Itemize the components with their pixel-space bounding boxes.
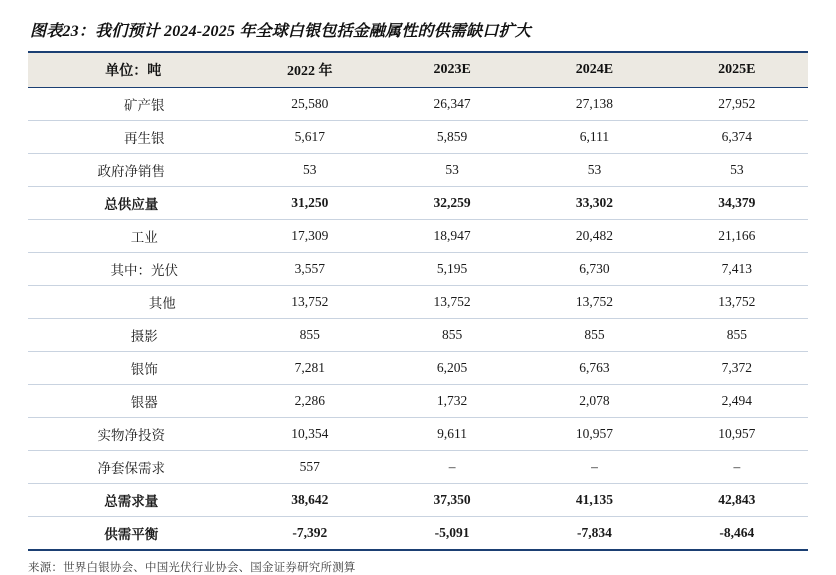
row-label: 其中：光伏 bbox=[28, 253, 239, 286]
table-cell: 53 bbox=[666, 154, 808, 187]
table-cell: -7,834 bbox=[523, 517, 665, 551]
table-header bbox=[28, 52, 808, 88]
row-label: 摄影 bbox=[28, 319, 239, 352]
table-cell: 10,957 bbox=[666, 418, 808, 451]
table-row bbox=[28, 352, 808, 385]
table-cell: 2,494 bbox=[666, 385, 808, 418]
table-cell: 42,843 bbox=[666, 484, 808, 517]
table-row bbox=[28, 220, 808, 253]
table-cell: 34,379 bbox=[666, 187, 808, 220]
table-cell: 13,752 bbox=[239, 286, 381, 319]
table-row bbox=[28, 319, 808, 352]
table-cell: 6,730 bbox=[523, 253, 665, 286]
table-cell: 6,374 bbox=[666, 121, 808, 154]
table-cell: 10,354 bbox=[239, 418, 381, 451]
table-cell: 31,250 bbox=[239, 187, 381, 220]
source-note: 来源：世界白银协会、中国光伏行业协会、国金证券研究所测算 bbox=[28, 562, 356, 574]
table-row bbox=[28, 187, 808, 220]
table-cell: 7,413 bbox=[666, 253, 808, 286]
column-header-unit: 单位：吨 bbox=[28, 52, 239, 88]
table-cell: 41,135 bbox=[523, 484, 665, 517]
row-label: 供需平衡 bbox=[28, 517, 239, 551]
table-cell: 17,309 bbox=[239, 220, 381, 253]
supply-demand-table bbox=[28, 51, 808, 551]
table-cell: 855 bbox=[239, 319, 381, 352]
table-cell: 7,372 bbox=[666, 352, 808, 385]
table-cell: 25,580 bbox=[239, 88, 381, 121]
table-cell: 2,078 bbox=[523, 385, 665, 418]
column-header-2022: 2022 年 bbox=[239, 52, 381, 88]
table-cell: 3,557 bbox=[239, 253, 381, 286]
row-label: 总供应量 bbox=[28, 187, 239, 220]
row-label: 工业 bbox=[28, 220, 239, 253]
table-cell: 18,947 bbox=[381, 220, 523, 253]
row-label: 矿产银 bbox=[28, 88, 239, 121]
table-row bbox=[28, 253, 808, 286]
table-cell: – bbox=[666, 451, 808, 484]
table-cell: 37,350 bbox=[381, 484, 523, 517]
table-cell: 2,286 bbox=[239, 385, 381, 418]
column-header-2024e: 2024E bbox=[523, 52, 665, 88]
table-cell: 855 bbox=[381, 319, 523, 352]
table-cell: 5,617 bbox=[239, 121, 381, 154]
table-row bbox=[28, 418, 808, 451]
row-label: 其他 bbox=[28, 286, 239, 319]
column-header-2023e: 2023E bbox=[381, 52, 523, 88]
table-row bbox=[28, 451, 808, 484]
table-cell: 53 bbox=[523, 154, 665, 187]
table-cell: 32,259 bbox=[381, 187, 523, 220]
row-label: 净套保需求 bbox=[28, 451, 239, 484]
table-cell: – bbox=[381, 451, 523, 484]
table-cell: 20,482 bbox=[523, 220, 665, 253]
table-row bbox=[28, 121, 808, 154]
table-row bbox=[28, 88, 808, 121]
table-cell: 855 bbox=[666, 319, 808, 352]
row-label: 银饰 bbox=[28, 352, 239, 385]
table-cell: – bbox=[523, 451, 665, 484]
table-row bbox=[28, 154, 808, 187]
table-header-row bbox=[28, 52, 808, 88]
table-cell: 21,166 bbox=[666, 220, 808, 253]
row-label: 总需求量 bbox=[28, 484, 239, 517]
table-row bbox=[28, 286, 808, 319]
column-header-2025e: 2025E bbox=[666, 52, 808, 88]
table-cell: -8,464 bbox=[666, 517, 808, 551]
table-cell: 38,642 bbox=[239, 484, 381, 517]
table-cell: 6,205 bbox=[381, 352, 523, 385]
table-cell: 6,111 bbox=[523, 121, 665, 154]
table-cell: 13,752 bbox=[666, 286, 808, 319]
table-cell: 13,752 bbox=[523, 286, 665, 319]
table-cell: 33,302 bbox=[523, 187, 665, 220]
table-cell: 7,281 bbox=[239, 352, 381, 385]
figure-title: 图表23：我们预计 2024-2025 年全球白银包括金融属性的供需缺口扩大 bbox=[30, 23, 531, 40]
table-cell: 5,859 bbox=[381, 121, 523, 154]
table-cell: 53 bbox=[381, 154, 523, 187]
table-cell: 53 bbox=[239, 154, 381, 187]
table-row bbox=[28, 385, 808, 418]
table-body bbox=[28, 88, 808, 551]
table-row bbox=[28, 517, 808, 551]
table-row bbox=[28, 484, 808, 517]
row-label: 银器 bbox=[28, 385, 239, 418]
row-label: 再生银 bbox=[28, 121, 239, 154]
table-cell: 1,732 bbox=[381, 385, 523, 418]
table-cell: 557 bbox=[239, 451, 381, 484]
table-cell: 9,611 bbox=[381, 418, 523, 451]
row-label: 政府净销售 bbox=[28, 154, 239, 187]
table-cell: 855 bbox=[523, 319, 665, 352]
table-cell: 6,763 bbox=[523, 352, 665, 385]
table-cell: -7,392 bbox=[239, 517, 381, 551]
table-cell: 10,957 bbox=[523, 418, 665, 451]
table-cell: 26,347 bbox=[381, 88, 523, 121]
table-cell: 13,752 bbox=[381, 286, 523, 319]
row-label: 实物净投资 bbox=[28, 418, 239, 451]
table-cell: 5,195 bbox=[381, 253, 523, 286]
table-cell: -5,091 bbox=[381, 517, 523, 551]
table-cell: 27,138 bbox=[523, 88, 665, 121]
table-cell: 27,952 bbox=[666, 88, 808, 121]
